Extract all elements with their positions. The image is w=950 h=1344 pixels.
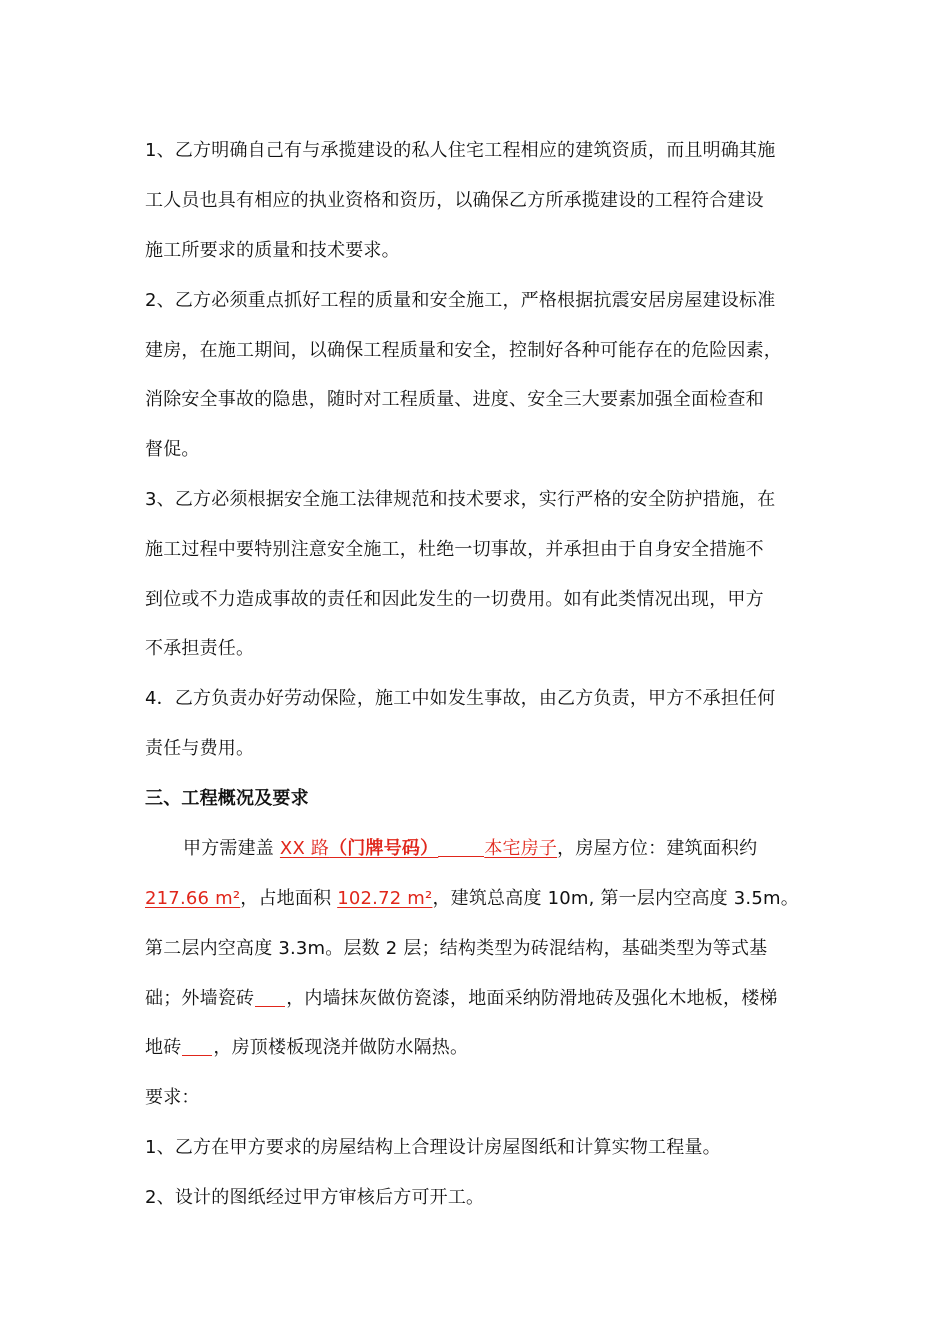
item4-line1: 4．乙方负责办好劳动保险，施工中如发生事故，由乙方负责，甲方不承担任何: [145, 688, 776, 709]
overview-suffix: ，房屋方位：建筑面积约: [557, 838, 758, 859]
item3-line1: 3、乙方必须根据安全施工法律规范和技术要求，实行严格的安全防护措施，在: [145, 489, 776, 510]
blank-underline: [438, 838, 484, 857]
overview-line5-b: ，房顶楼板现浇并做防水隔热。: [213, 1037, 469, 1058]
section-heading: 三、工程概况及要求: [145, 788, 309, 809]
building-area-fill-in: 217.66 m²: [145, 888, 241, 909]
overview-line2-b: ，建筑总高度 10m, 第一层内空高度 3.5m。: [432, 888, 799, 909]
item2-line4: 督促。: [145, 439, 200, 460]
overview-line4-a: 础；外墙瓷砖: [145, 988, 255, 1009]
overview-line2: [145, 886, 799, 912]
item3-line2: 施工过程中要特别注意安全施工，杜绝一切事故，并承担由于自身安全措施不: [145, 539, 764, 560]
overview-line5: [145, 1035, 468, 1061]
requirement-2: 2、设计的图纸经过甲方审核后方可开工。: [145, 1187, 485, 1208]
stair-tile-blank: [182, 1037, 212, 1056]
tile-blank: [255, 988, 285, 1007]
item1-line3: 施工所要求的质量和技术要求。: [145, 240, 400, 261]
item2-line1: 2、乙方必须重点抓好工程的质量和安全施工，严格根据抗震安居房屋建设标准: [145, 290, 776, 311]
overview-line3: 第二层内空高度 3.3m。层数 2 层；结构类型为砖混结构，基础类型为等式基: [145, 938, 768, 959]
overview-line4: [145, 986, 778, 1012]
overview-line2-a: ，占地面积: [240, 888, 332, 909]
overview-line5-a: 地砖: [145, 1037, 182, 1058]
item4-line2: 责任与费用。: [145, 738, 255, 759]
item3-line4: 不承担责任。: [145, 638, 255, 659]
requirement-1: 1、乙方在甲方要求的房屋结构上合理设计房屋图纸和计算实物工程量。: [145, 1137, 721, 1158]
item1-line1: 1、乙方明确自己有与承揽建设的私人住宅工程相应的建筑资质，而且明确其施: [145, 140, 776, 161]
land-area-fill-in: 102.72 m²: [337, 888, 433, 909]
doorplate-fill-in: （门牌号码）: [329, 838, 439, 859]
item2-line3: 消除安全事故的隐患，随时对工程质量、进度、安全三大要素加强全面检查和: [145, 389, 764, 410]
overview-line1: [183, 836, 757, 862]
road-fill-in: XX 路: [279, 838, 330, 859]
item2-line2: 建房，在施工期间，以确保工程质量和安全，控制好各种可能存在的危险因素，: [145, 340, 782, 361]
overview-line4-b: ，内墙抹灰做仿瓷漆，地面采纳防滑地砖及强化木地板，楼梯: [286, 988, 778, 1009]
requirements-label: 要求：: [145, 1087, 200, 1108]
item1-line2: 工人员也具有相应的执业资格和资历，以确保乙方所承揽建设的工程符合建设: [145, 190, 764, 211]
house-fill-in: 本宅房子: [484, 838, 558, 859]
overview-prefix: 甲方需建盖: [183, 838, 274, 859]
item3-line3: 到位或不力造成事故的责任和因此发生的一切费用。如有此类情况出现，甲方: [145, 589, 764, 610]
